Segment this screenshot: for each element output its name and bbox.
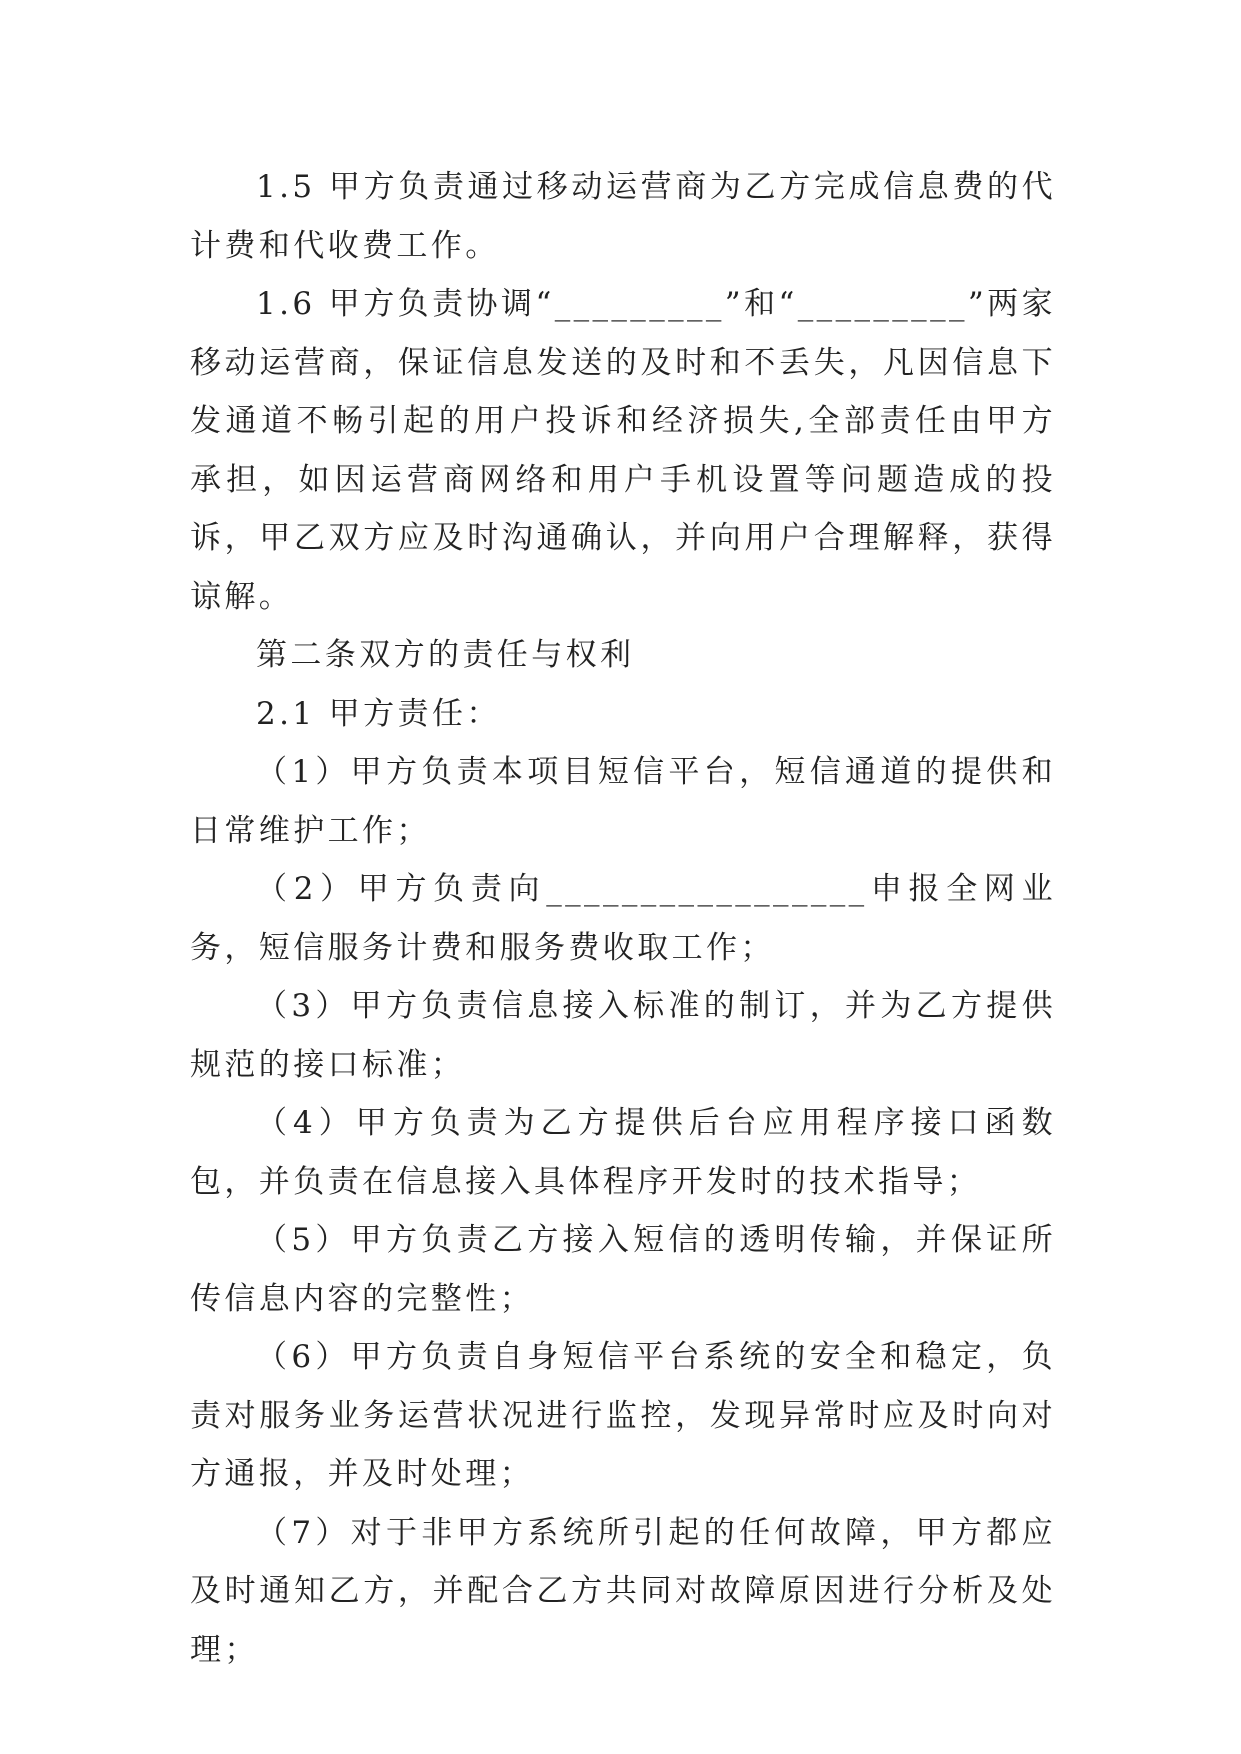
item-3: （3）甲方负责信息接入标准的制订，并为乙方提供规范的接口标准；: [190, 988, 1056, 1083]
item-6: （6）甲方负责自身短信平台系统的安全和稳定，负责对服务业务运营状况进行监控，发现异常时应及时向对方通报，并及时处理；: [190, 1339, 1056, 1492]
clause-1-6: 1.6 甲方负责协调“_________”和“_________”两家移动运营商，保证信息发送的及时和不丢失，凡因信息下发通道不畅引起的用户投诉和经济损失,全部责任由甲方承担，如因运营商网络和用户手机设置等问题造成的投诉，甲乙双方应及时沟通确认，并向用户合理解释，获得谅解。: [190, 286, 1056, 615]
item-7: （7）对于非甲方系统所引起的任何故障，甲方都应及时通知乙方，并配合乙方共同对故障原因进行分析及处理；: [190, 1514, 1056, 1668]
article-2-heading: 第二条双方的责任与权利: [256, 637, 635, 673]
document-body: [190, 158, 1056, 1679]
clause-1-5: 1.5 甲方负责通过移动运营商为乙方完成信息费的代计费和代收费工作。: [190, 169, 1056, 264]
clause-2-1-heading: 2.1 甲方责任：: [256, 695, 501, 732]
item-4: （4）甲方负责为乙方提供后台应用程序接口函数包，并负责在信息接入具体程序开发时的技术指导；: [190, 1105, 1056, 1200]
item-5: （5）甲方负责乙方接入短信的透明传输，并保证所传信息内容的完整性；: [190, 1222, 1056, 1317]
item-2: （2）甲方负责向_________________申报全网业务，短信服务计费和服务费收取工作；: [190, 871, 1056, 966]
item-1: （1）甲方负责本项目短信平台，短信通道的提供和日常维护工作；: [190, 754, 1056, 849]
